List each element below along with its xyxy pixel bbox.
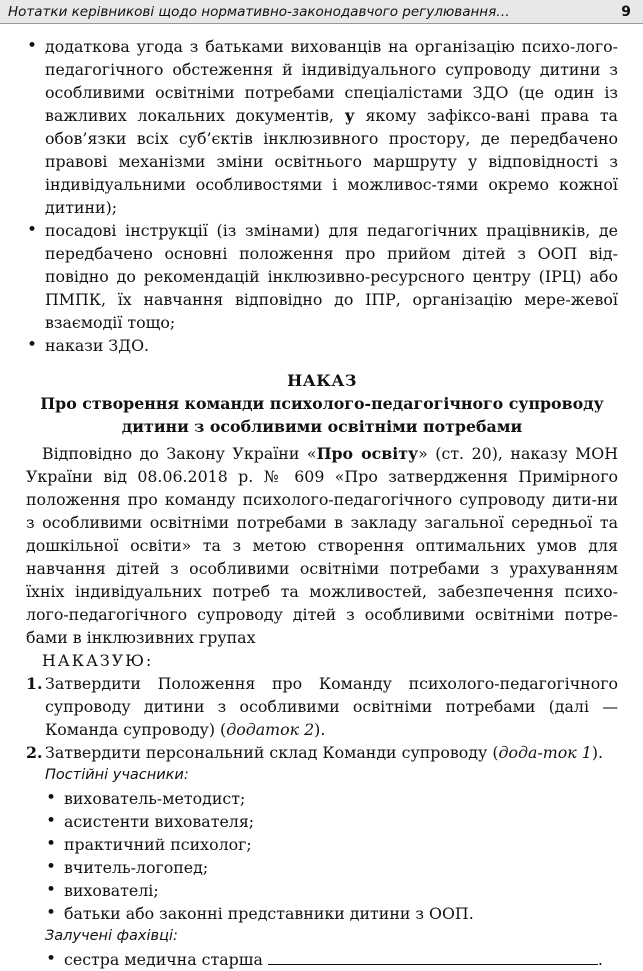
page-body	[26, 35, 618, 971]
list-item: • посадові інструкції (із змінами) для педагогічних працівників, де передбачено основні положення про прийом дітей з ООП від-повідно до рекомендацій інклюзивно-ресурсного центру (ІРЦ) або ПМПК, їх навчання відповідно до ІПР, організацію мере-жевої взаємодії тощо;	[26, 219, 618, 334]
order-subtitle: Про створення команди психолого-педагогічного супроводу дитини з особливими освітніми потребами	[40, 394, 604, 436]
order-items	[26, 672, 618, 764]
list-item: • практичний психолог;	[45, 833, 618, 856]
running-header-title: Нотатки керівникові щодо нормативно-законодавчого регулювання…	[8, 4, 510, 20]
order-item: 2. Затвердити персональний склад Команди супроводу (дода-ток 1).	[26, 743, 603, 762]
documents-list	[26, 35, 618, 357]
list-item: • накази ЗДО.	[26, 334, 618, 357]
order-item-number: 1.	[26, 674, 43, 693]
list-item: • вихователь-методист;	[45, 787, 618, 810]
order-title: НАКАЗ	[287, 371, 357, 390]
running-header	[0, 0, 643, 24]
permanent-members-label: Постійні учасники:	[45, 767, 189, 783]
order-word: НАКАЗУЮ:	[42, 651, 154, 670]
list-item: • вчитель-логопед;	[45, 856, 618, 879]
list-item: • батьки або законні представники дитини з ООП.	[45, 902, 618, 925]
involved-specialists-label: Залучені фахівці:	[45, 928, 178, 944]
list-item: • додаткова угода з батьками вихованців на організацію психо-лого-педагогічного обстеження й індивідуального супроводу дитини з особливими освітніми потребами спеціалістами ЗДО (це один із важливих локальних документів, у якому зафіксо-вані права та обов’язки всіх суб’єктів інклюзивного простору, де передбачено правові механізми зміни освітнього маршруту у відповідності з індивідуальними особливостями і можливос-тями окремо кожної дитини);	[26, 35, 618, 219]
list-item: • вихователі;	[45, 879, 618, 902]
fill-in-blank	[268, 949, 598, 965]
permanent-members-list	[26, 787, 618, 925]
page-number: 9	[621, 4, 631, 20]
order-item-number: 2.	[26, 743, 43, 762]
list-item: • асистенти вихователя;	[45, 810, 618, 833]
order-item: 1. Затвердити Положення про Команду психолого-педагогічного супроводу дитини з особливими освітніми потребами (далі — Команда супроводу) (додаток 2).	[26, 674, 618, 739]
list-item: • сестра медична старша .	[45, 948, 618, 971]
order-preamble: Відповідно до Закону України «Про освіту» (ст. 20), наказу МОН України від 08.06.2018 р. № 609 «Про затвердження Примірного положення про команду психолого-педагогічного супроводу дити-ни з особливими освітніми потребами в закладу загальної середньої та дошкільної освіти» та з метою створення оптимальних умов для навчання дітей з особливими освітніми потребами з урахуванням їхніх індивідуальних потреб та можливостей, забезпечення психо-лого-педагогічного супроводу дітей з особливими освітніми потре-бами в інклюзивних групах	[26, 444, 618, 647]
involved-specialists-list	[26, 948, 618, 971]
